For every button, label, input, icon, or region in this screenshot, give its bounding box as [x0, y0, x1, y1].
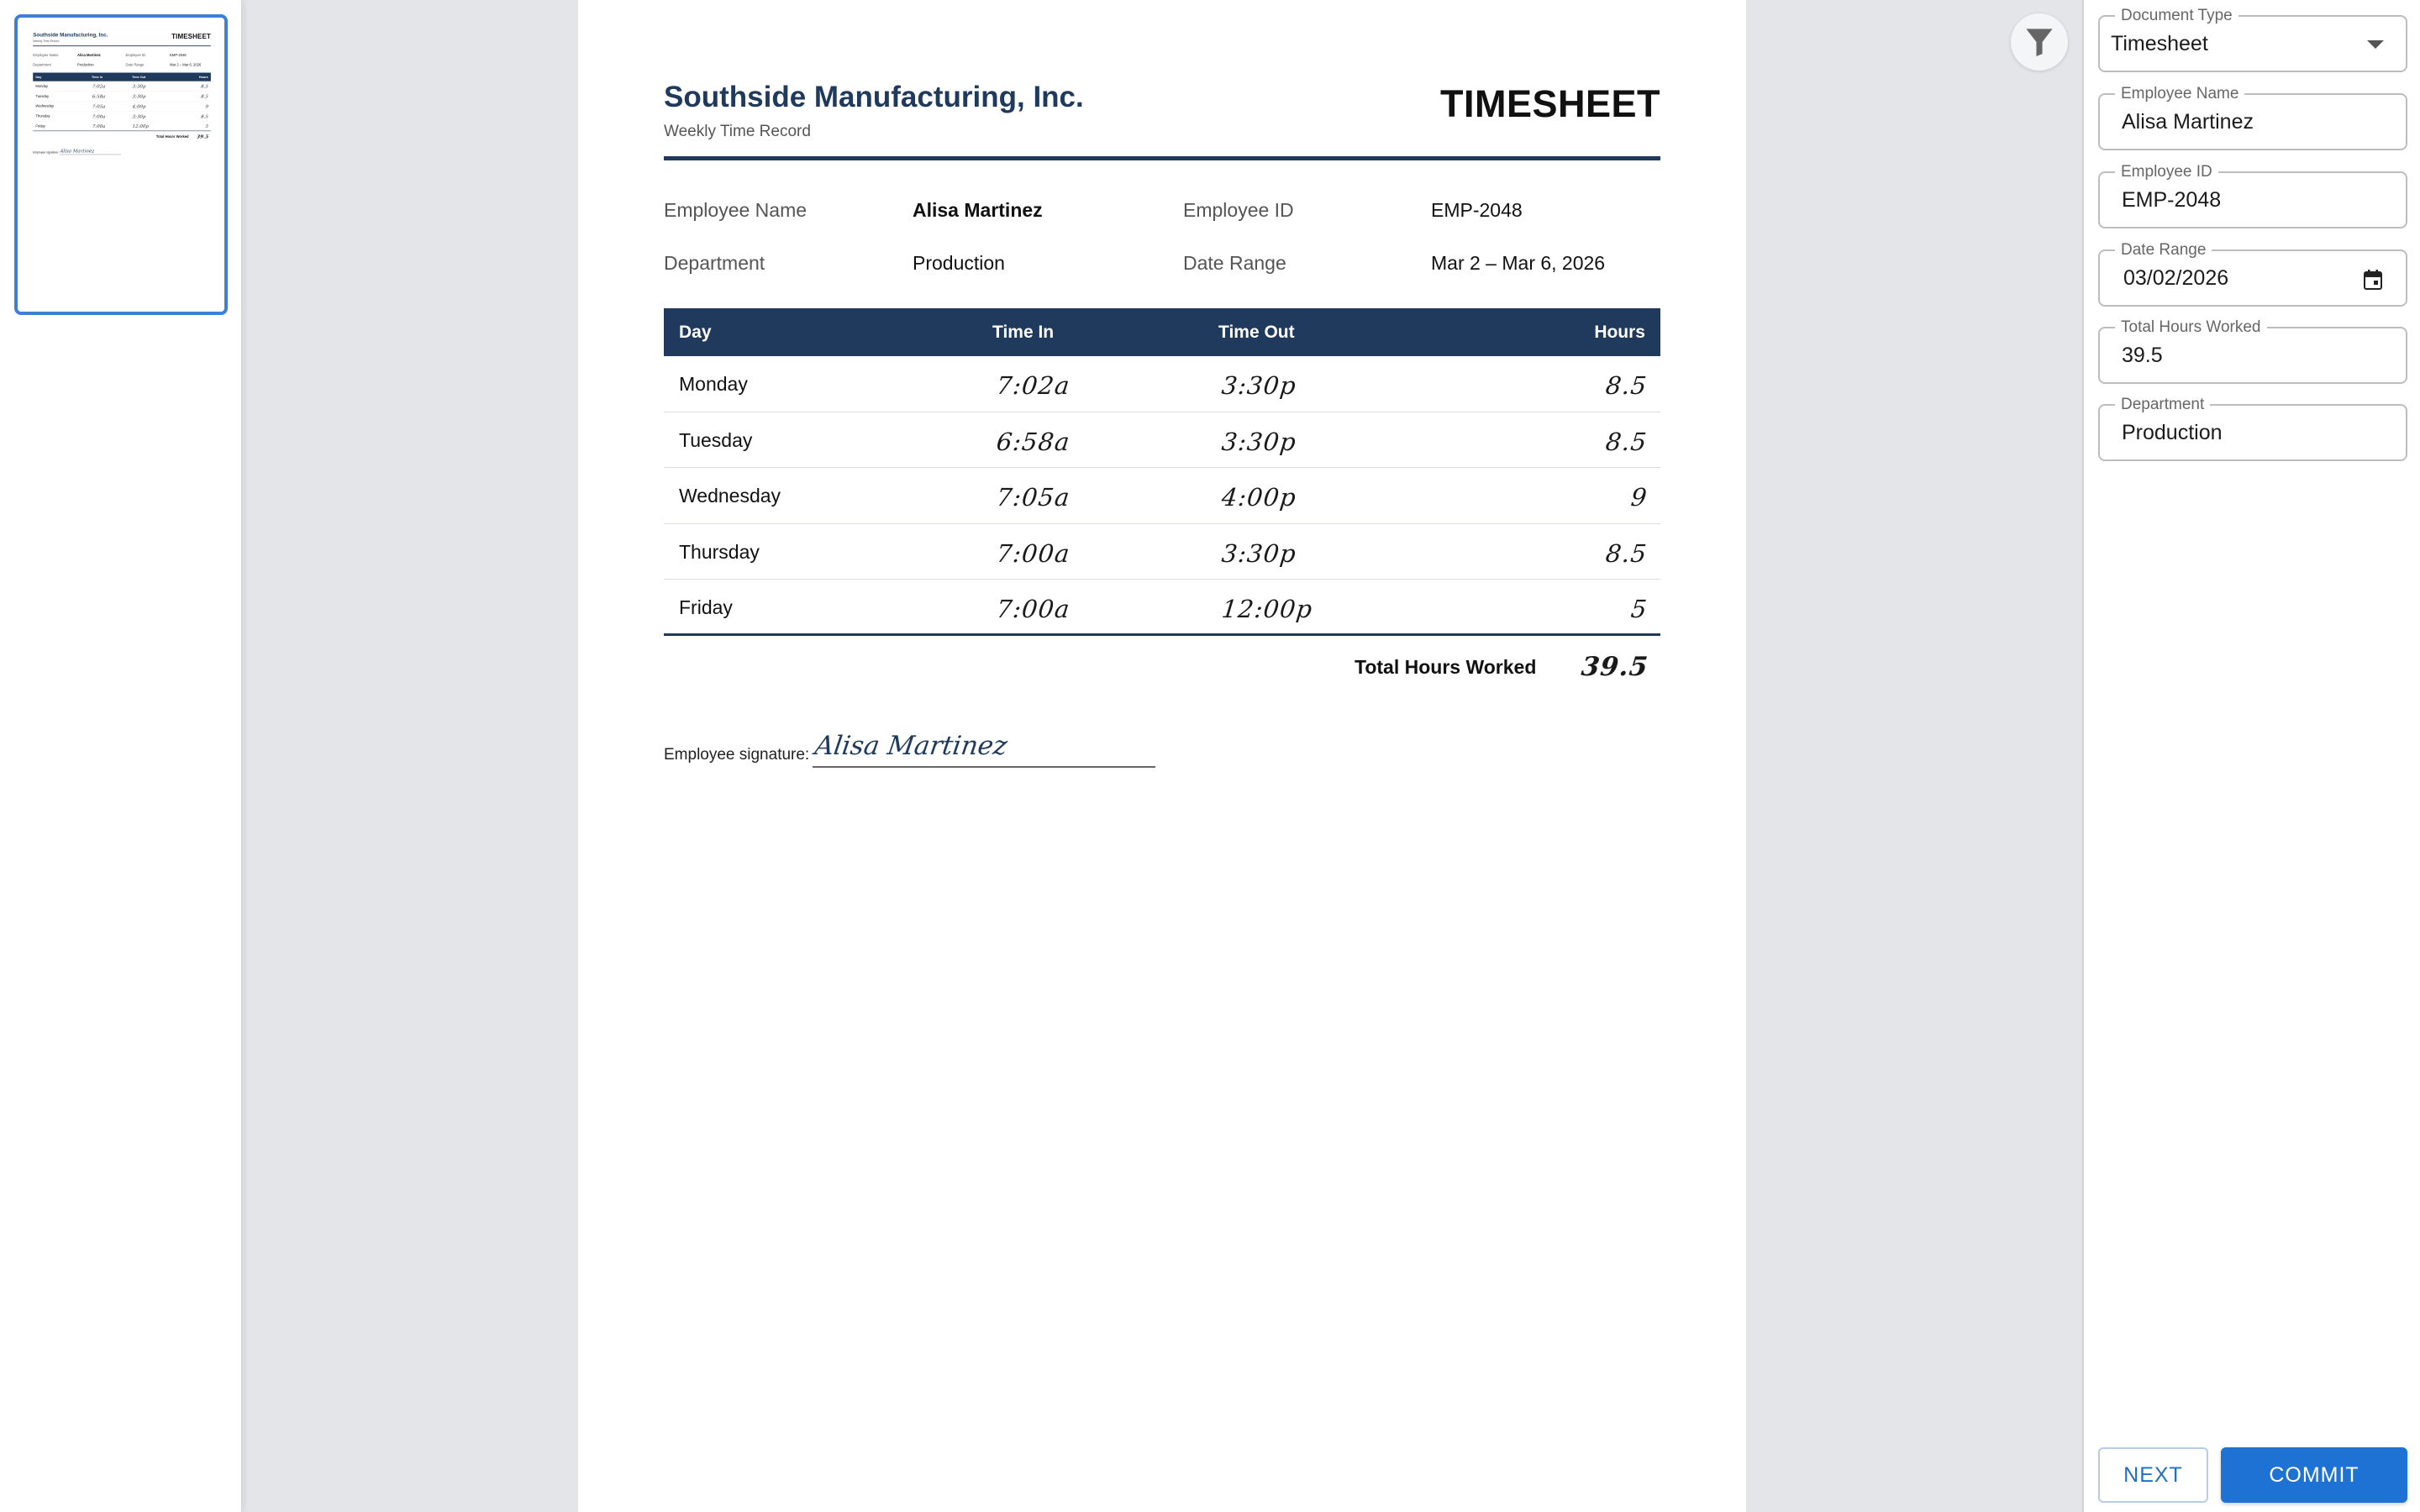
header-time-in: Time In	[992, 323, 1055, 342]
thumbnail-row-hours: 8.5	[200, 83, 209, 89]
row-hours: 8.5	[1604, 538, 1649, 568]
dropdown-arrow-icon	[2367, 40, 2384, 49]
employee-name-field[interactable]	[2122, 110, 2374, 134]
thumbnail-row-hours: 8.5	[200, 93, 209, 99]
extraction-form-panel	[2082, 0, 2420, 1512]
employee-id-field-label: Employee ID	[2115, 163, 2218, 181]
department-field-label: Department	[2115, 396, 2210, 414]
thumbnail-row-time-out: 3:30p	[132, 93, 146, 99]
employee-signature: Alisa Martinez	[813, 731, 1010, 761]
row-time-in: 7:00a	[995, 538, 1072, 568]
thumbnail-row-hours: 5	[205, 123, 209, 129]
thumbnail-header-time-out: Time Out	[132, 75, 146, 79]
document-type-label: Document Type	[2115, 7, 2238, 25]
thumbnail-preview	[18, 18, 211, 268]
document-page	[578, 0, 1746, 1512]
employee-id-label: Employee ID	[1183, 199, 1294, 221]
row-hours: 5	[1628, 595, 1649, 623]
date-range-field-label: Date Range	[2115, 241, 2212, 260]
document-subtitle: Weekly Time Record	[664, 123, 811, 140]
thumbnail-row-time-out: 4:00p	[132, 103, 146, 109]
company-name: Southside Manufacturing, Inc.	[664, 81, 1084, 113]
employee-id-value: EMP-2048	[1431, 199, 1523, 221]
total-hours-value: 39.5	[1580, 652, 1650, 682]
total-hours-label: Total Hours Worked	[1355, 656, 1537, 678]
total-hours-field-label: Total Hours Worked	[2115, 318, 2267, 337]
table-row	[664, 356, 1660, 412]
thumbnail-company-name: Southside Manufacturing, Inc.	[33, 32, 108, 39]
timesheet-document	[578, 0, 1746, 1512]
thumbnail-total-hours-value: 39.5	[196, 134, 209, 139]
hours-table	[664, 308, 1660, 636]
thumbnail-row-time-in: 6:58a	[92, 93, 106, 99]
row-time-out: 3:30p	[1220, 538, 1298, 568]
header-time-out: Time Out	[1218, 323, 1295, 342]
date-range-value: Mar 2 – Mar 6, 2026	[1431, 252, 1606, 274]
thumbnail-header-rule	[33, 45, 211, 46]
thumbnail-employee-name-label: Employee Name	[33, 53, 59, 57]
thumbnail-department-value: Production	[77, 62, 94, 67]
thumbnail-row-time-in: 7:00a	[92, 113, 106, 119]
row-time-out: 4:00p	[1220, 483, 1298, 512]
thumbnail-employee-id-value: EMP-2048	[170, 53, 187, 57]
table-header	[664, 308, 1660, 356]
thumbnail-document-subtitle: Weekly Time Record	[33, 39, 60, 43]
header-rule	[664, 156, 1660, 160]
thumbnail-row-time-out: 12:00p	[132, 123, 150, 129]
row-day: Wednesday	[679, 485, 781, 507]
document-viewer	[242, 0, 2082, 1512]
total-hours-field-wrapper	[2098, 318, 2407, 384]
employee-name-value: Alisa Martinez	[913, 199, 1043, 221]
signature-label: Employee signature:	[664, 746, 810, 764]
header-day: Day	[679, 323, 712, 342]
table-row	[664, 412, 1660, 469]
thumbnail-table-row	[33, 81, 211, 92]
thumbnail-document	[18, 18, 226, 287]
thumbnail-employee-signature: Alisa Martinez	[59, 148, 95, 154]
total-hours-field[interactable]	[2122, 344, 2374, 368]
employee-id-field[interactable]	[2122, 188, 2374, 213]
thumbnail-document-title: TIMESHEET	[171, 32, 211, 40]
document-type-value: Timesheet	[2111, 32, 2208, 55]
thumbnail-row-time-out: 3:30p	[132, 83, 146, 89]
thumbnail-row-day: Wednesday	[35, 103, 55, 108]
employee-name-label: Employee Name	[664, 199, 808, 221]
department-field[interactable]	[2122, 421, 2374, 445]
thumbnail-table-row	[33, 121, 211, 131]
thumbnail-row-time-out: 3:30p	[132, 113, 146, 119]
row-day: Friday	[679, 596, 733, 618]
thumbnail-signature-label: Employee signature:	[33, 150, 60, 155]
signature-line	[813, 766, 1155, 768]
filter-button[interactable]	[2011, 13, 2068, 71]
row-hours: 8.5	[1604, 371, 1649, 400]
employee-name-field-label: Employee Name	[2115, 85, 2244, 103]
thumbnail-row-hours: 8.5	[200, 113, 209, 119]
row-day: Thursday	[679, 540, 760, 563]
date-range-label: Date Range	[1183, 252, 1286, 274]
thumbnail-date-range-label: Date Range	[125, 62, 145, 67]
thumbnail-date-range-value: Mar 2 – Mar 6, 2026	[170, 62, 202, 67]
department-field-wrapper	[2098, 396, 2407, 461]
thumbnail-department-label: Department	[33, 62, 51, 67]
date-range-field[interactable]	[2123, 266, 2342, 291]
calendar-icon[interactable]	[2364, 270, 2382, 290]
row-hours: 9	[1628, 483, 1649, 512]
employee-name-field-wrapper	[2098, 85, 2407, 150]
thumbnail-hours-table	[33, 73, 211, 132]
filter-icon	[2025, 26, 2054, 58]
thumbnail-row-hours: 9	[205, 103, 209, 109]
next-button[interactable]: NEXT	[2098, 1447, 2208, 1503]
department-value: Production	[913, 252, 1005, 274]
commit-button[interactable]: COMMIT	[2221, 1447, 2407, 1503]
document-title: TIMESHEET	[1439, 82, 1660, 125]
row-time-in: 7:02a	[995, 371, 1072, 400]
row-hours: 8.5	[1604, 427, 1649, 456]
table-row	[664, 580, 1660, 636]
thumbnail-table-row	[33, 111, 211, 121]
thumbnail-header-hours: Hours	[198, 75, 208, 79]
row-time-in: 6:58a	[995, 427, 1072, 456]
thumbnail-row-time-in: 7:05a	[92, 103, 106, 109]
row-time-out: 12:00p	[1220, 595, 1314, 623]
thumbnail-sidebar	[0, 0, 242, 1512]
header-hours: Hours	[1594, 323, 1645, 342]
thumbnail-table-row	[33, 92, 211, 102]
thumbnail-row-day: Tuesday	[35, 94, 50, 98]
department-label: Department	[664, 252, 765, 274]
row-day: Monday	[679, 373, 748, 395]
row-time-out: 3:30p	[1220, 371, 1298, 400]
thumbnail-row-time-in: 7:00a	[92, 123, 106, 129]
thumbnail-row-day: Friday	[35, 123, 45, 129]
table-row	[664, 468, 1660, 524]
row-time-in: 7:00a	[995, 595, 1072, 623]
thumbnail-header-day: Day	[35, 75, 42, 79]
thumbnail-table-header	[33, 73, 211, 81]
page-thumbnail-1[interactable]	[14, 14, 228, 315]
employee-id-field-wrapper	[2098, 163, 2407, 228]
date-range-field-wrapper	[2098, 241, 2407, 307]
row-time-out: 3:30p	[1220, 427, 1298, 456]
thumbnail-row-day: Thursday	[35, 113, 50, 118]
thumbnail-total-hours-label: Total Hours Worked	[155, 134, 189, 139]
thumbnail-employee-name-value: Alisa Martinez	[77, 53, 101, 57]
row-day: Tuesday	[679, 428, 753, 451]
document-type-select[interactable]	[2098, 7, 2407, 72]
thumbnail-row-time-in: 7:02a	[92, 83, 106, 89]
thumbnail-header-time-in: Time In	[92, 75, 103, 79]
thumbnail-employee-id-label: Employee ID	[125, 53, 146, 57]
table-row	[664, 524, 1660, 580]
row-time-in: 7:05a	[995, 483, 1072, 512]
thumbnail-row-day: Monday	[35, 84, 49, 88]
thumbnail-table-row	[33, 101, 211, 111]
